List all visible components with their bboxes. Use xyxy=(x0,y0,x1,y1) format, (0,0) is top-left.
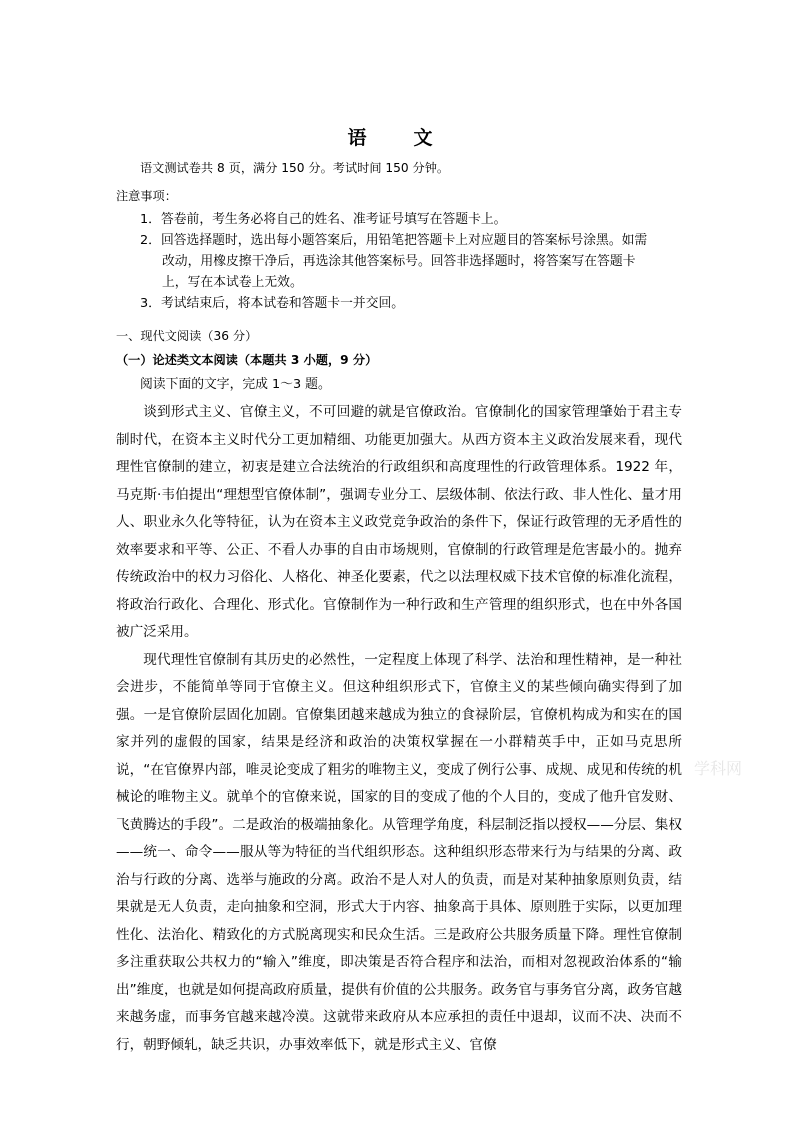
note-item-2: 2．回答选择题时，选出每小题答案后，用铅笔把答题卡上对应题目的答案标号涂黑。如需 xyxy=(140,233,648,248)
passage-paragraph-2: 现代理性官僚制有其历史的必然性，一定程度上体现了科学、法治和理性精神，是一种社会进步，不能简单等同于官僚主义。但这种组织形式下，官僚主义的某些倾向确实得到了加强。一是官僚阶层固化加剧。官僚集团越来越成为独立的食禄阶层，官僚机构成为和实在的国家并列的虚假的国家，结果是经济和政治的决策权掌握在一小群精英手中，正如马克思所说，“在官僚界内部，唯灵论变成了粗劣的唯物主义，变成了例行公事、成规、成见和传统的机械论的唯物主义。就单个的官僚来说，国家的目的变成了他的个人目的，变成了他升官发财、飞黄腾达的手段”。二是政治的极端抽象化。从管理学角度，科层制泛指以授权——分层、集权——统一、命令——服从等为特征的当代组织形态。这种组织形态带来行为与结果的分离、政治与行政的分离、选举与施政的分离。政治不是人对人的负责，而是对某种抽象原则负责，结果就是无人负责，走向抽象和空洞，形式大于内容、抽象高于具体、原则胜于实际，以更加理性化、法治化、精致化的方式脱离现实和民众生活。三是政府公共服务质量下降。理性官僚制多注重获取公共权力的“输入”维度，即决策是否符合程序和法治，而相对忽视政治体系的“输出”维度，也就是如何提高政府质量，提供有价值的公共服务。政务官与事务官分离，政务官越来越务虚，而事务官越来越冷漠。这就带来政府从本应承担的责任中退却，议而不决、决而不行，朝野倾轧，缺乏共识，办事效率低下，就是形式主义、官僚 xyxy=(116,651,682,1053)
notes-heading: 注意事项： xyxy=(116,189,177,203)
section-heading: 一、现代文阅读（36 分） xyxy=(116,329,258,343)
subsection-heading: （一）论述类文本阅读（本题共 3 小题，9 分） xyxy=(116,353,378,367)
passage-paragraph-1: 谈到形式主义、官僚主义，不可回避的就是官僚政治。官僚制化的国家管理肇始于君主专制时代，在资本主义时代分工更加精细、功能更加强大。从西方资本主义政治发展来看，现代理性官僚制的建立，初衷是建立合法统治的行政组织和高度理性的行政管理体系。1922 年，马克斯·韦伯提出“理想型官僚体制”，强调专业分工、层级体制、依法行政、非人性化、量才用人、职业永久化等特征，认为在资本主义政党竞争政治的条件下，保证行政管理的无矛盾性的效率要求和平等、公正、不看人办事的自由市场规则，官僚制的行政管理是危害最小的。抛弃传统政治中的权力习俗化、人格化、神圣化要素，代之以法理权威下技术官僚的标准化流程，将政治行政化、合理化、形式化。官僚制作为一种行政和生产管理的组织形式，也在中外各国被广泛采用。 xyxy=(116,404,682,640)
note-item-2-cont: 改动，用橡皮擦干净后，再选涂其他答案标号。回答非选择题时，将答案写在答题卡 xyxy=(162,254,636,269)
note-item-3: 3．考试结束后，将本试卷和答题卡一并交回。 xyxy=(140,296,405,311)
passage-body xyxy=(116,399,682,1059)
exam-intro: 语文测试卷共 8 页，满分 150 分。考试时间 150 分钟。 xyxy=(140,161,450,175)
page-title: 语 文 xyxy=(347,127,447,149)
note-item-2-cont2: 上，写在本试卷上无效。 xyxy=(162,275,303,290)
watermark: 学科网 xyxy=(694,759,743,778)
reading-instruction: 阅读下面的文字，完成 1～3 题。 xyxy=(140,377,331,392)
note-item-1: 1．答卷前，考生务必将自己的姓名、准考证号填写在答题卡上。 xyxy=(140,212,507,227)
